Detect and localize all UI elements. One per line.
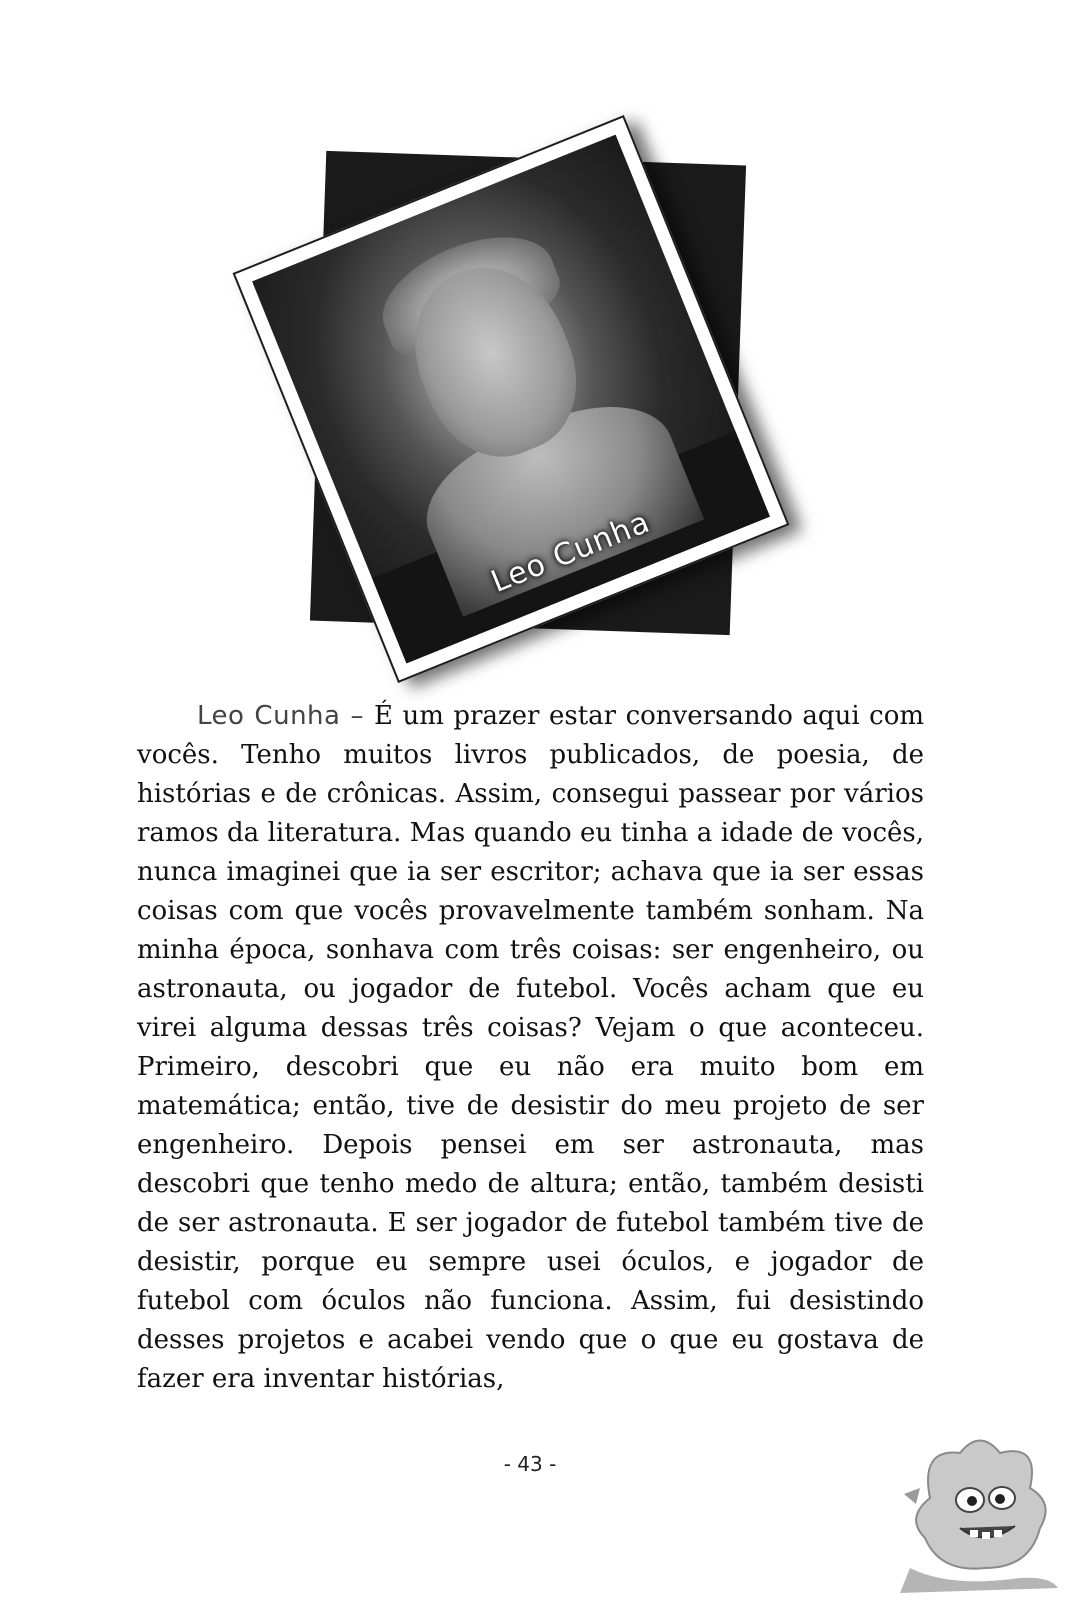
interview-paragraph [137,697,924,1399]
speaker-name: Leo Cunha [197,701,341,731]
cartoon-mascot-icon [890,1428,1060,1593]
page-number: - 43 - [503,1452,557,1476]
photo-caption: Leo Cunha [486,504,656,600]
speaker-dash: – [340,701,374,731]
paragraph-text: É um prazer estar conversando aqui com vocês. Tenho muitos livros publicados, de poesia, de histórias e de crônicas. Assim, consegui passear por vários ramos da literatura. Mas quando eu tinha a idade de vocês, nunca imaginei que ia ser escritor; achava que ia ser essas coisas com que vocês provavelmente também sonham. Na minha época, sonhava com três coisas: ser engenheiro, ou astronauta, ou jogador de futebol. Vocês acham que eu virei alguma dessas três coisas? Vejam o que aconteceu. Primeiro, descobri que eu não era muito bom em matemática; então, tive de desistir do meu projeto de ser engenheiro. Depois pensei em ser astronauta, mas descobri que tenho medo de altura; então, também desisti de ser astronauta. E ser jogador de futebol também tive de desistir, porque eu sempre usei óculos, e jogador de futebol com óculos não funciona. Assim, fui desistindo desses projetos e acabei vendo que o que eu gostava de fazer era inventar histórias, [137,701,925,1394]
